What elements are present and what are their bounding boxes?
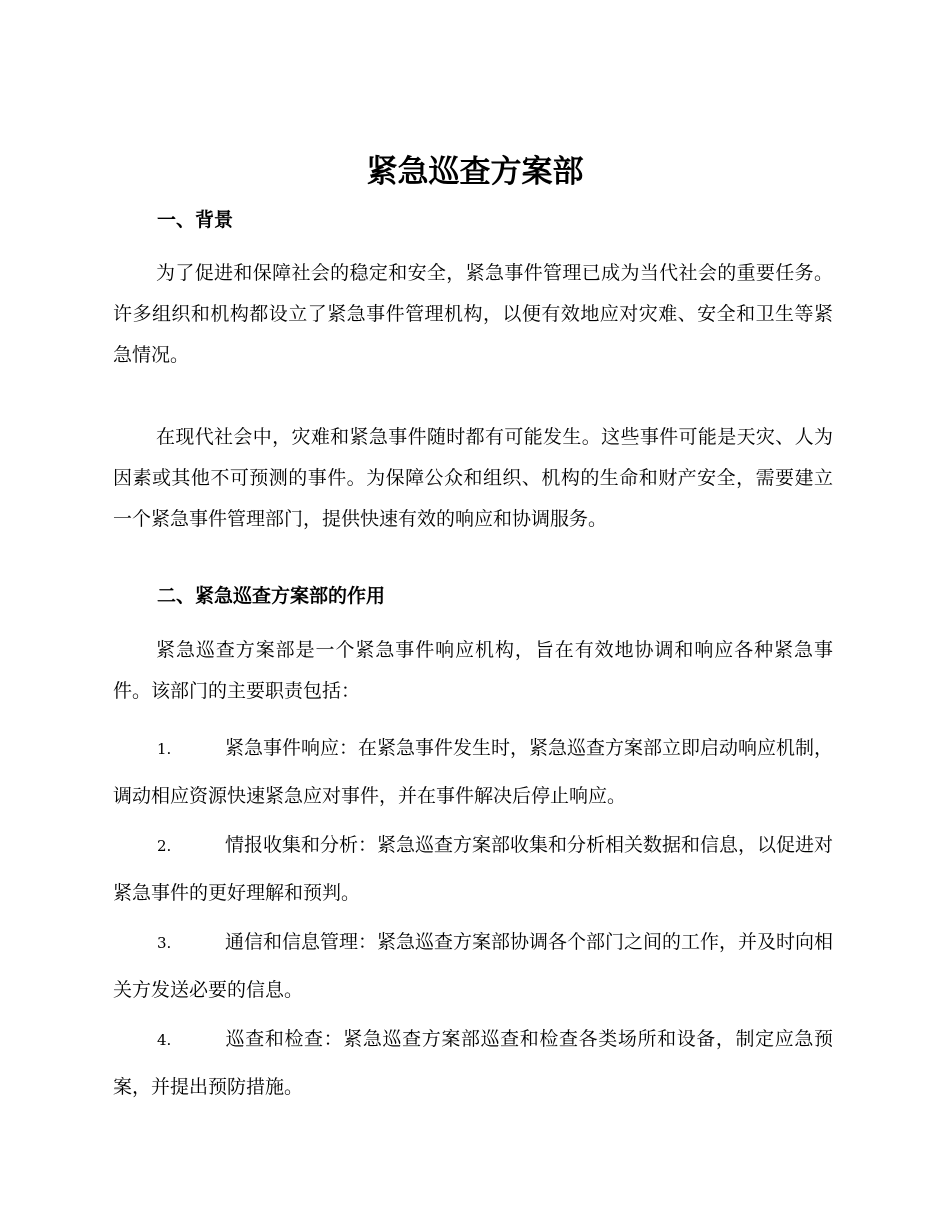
list-item-number: 1. [157,740,172,758]
list-item-number: 4. [157,1031,172,1049]
paragraph-role-intro: 紧急巡查方案部是一个紧急事件响应机构，旨在有效地协调和响应各种紧急事件。该部门的主要职责包括： [113,639,833,702]
document-title: 紧急巡查方案部 [366,154,584,190]
list-item-text: 通信和信息管理：紧急巡查方案部协调各个部门之间的工作，并及时向相关方发送必要的信息。 [113,931,834,1001]
list-item [113,725,833,820]
list-item [113,919,833,1014]
list-item-text: 巡查和检查：紧急巡查方案部巡查和检查各类场所和设备，制定应急预案，并提出预防措施。 [113,1028,833,1098]
list-item [113,822,833,917]
list-item [113,1016,833,1111]
list-item-number: 2. [157,837,172,855]
section-heading-background: 一、背景 [157,209,234,231]
paragraph-background-2: 在现代社会中，灾难和紧急事件随时都有可能发生。这些事件可能是天灾、人为因素或其他不可预测的事件。为保障公众和组织、机构的生命和财产安全，需要建立一个紧急事件管理部门，提供快速有效的响应和协调服务。 [113,426,833,530]
paragraph-background-1: 为了促进和保障社会的稳定和安全，紧急事件管理已成为当代社会的重要任务。许多组织和机构都设立了紧急事件管理机构，以便有效地应对灾难、安全和卫生等紧急情况。 [113,262,833,366]
list-item-text: 情报收集和分析：紧急巡查方案部收集和分析相关数据和信息，以促进对紧急事件的更好理解和预判。 [113,834,834,904]
list-item-text: 紧急事件响应：在紧急事件发生时，紧急巡查方案部立即启动响应机制，调动相应资源快速紧急应对事件，并在事件解决后停止响应。 [113,737,834,807]
section-heading-role: 二、紧急巡查方案部的作用 [157,585,386,607]
list-item-number: 3. [157,934,172,952]
